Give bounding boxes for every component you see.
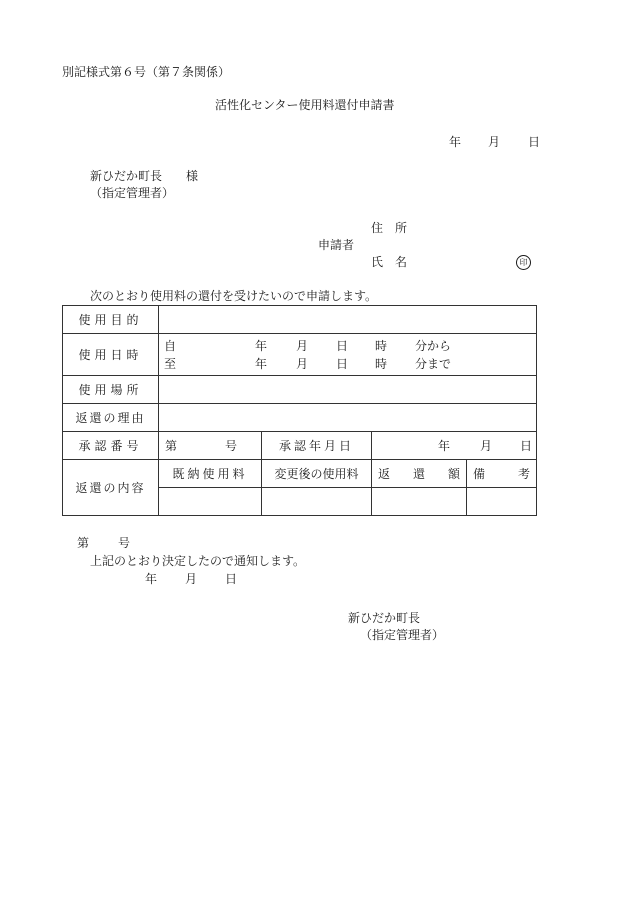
notice-text: 上記のとおり決定したので通知します。 [90, 554, 306, 568]
approval-no-suffix: 号 [224, 438, 237, 453]
col-changed: 変更後の使用料 [262, 460, 372, 488]
approval-label: 承認番号 [63, 432, 159, 460]
from-hour: 時 [375, 339, 388, 353]
row-purpose [63, 306, 537, 334]
col-paid: 既納使用料 [159, 460, 262, 488]
refund-value[interactable] [372, 488, 467, 516]
form-number: 別記様式第６号（第７条関係） [62, 65, 231, 79]
applicant-label: 申請者 [318, 238, 355, 252]
col-note-b: 考 [517, 466, 530, 481]
col-refund-a: 返 [378, 466, 391, 481]
to-minute: 分まで [415, 357, 452, 371]
notice-issuer-sub: （指定管理者） [360, 628, 445, 642]
addressee-sub: （指定管理者） [90, 186, 175, 200]
datetime-value[interactable] [159, 334, 537, 376]
address-label: 住 所 [371, 221, 408, 235]
seal-icon: 印 [516, 255, 531, 270]
date-day: 日 [528, 135, 541, 149]
datetime-label: 使用日時 [63, 334, 159, 376]
col-refund-b: 還 [412, 466, 425, 481]
notice-date-month: 月 [185, 572, 198, 586]
application-table [62, 305, 537, 516]
seal-mark [516, 255, 531, 270]
date-year: 年 [449, 135, 462, 149]
approval-no-prefix: 第 [165, 438, 178, 453]
row-place [63, 376, 537, 404]
reason-label: 返還の理由 [63, 404, 159, 432]
place-value[interactable] [159, 376, 537, 404]
changed-value[interactable] [262, 488, 372, 516]
document-title: 活性化センター使用料還付申請書 [215, 98, 395, 112]
refund-label: 返還の内容 [63, 460, 159, 516]
notice-issuer: 新ひだか町長 [348, 611, 421, 625]
col-note [467, 460, 537, 488]
row-reason [63, 404, 537, 432]
from-minute: 分から [415, 339, 452, 353]
notice-number-suffix: 号 [118, 536, 131, 550]
from-day: 日 [336, 339, 349, 353]
from-month: 月 [296, 339, 309, 353]
notice-number-prefix: 第 [77, 536, 90, 550]
approval-year: 年 [438, 438, 451, 453]
to-month: 月 [296, 357, 309, 371]
place-label: 使用場所 [63, 376, 159, 404]
addressee-name: 新ひだか町長 様 [90, 169, 199, 183]
purpose-value[interactable] [159, 306, 537, 334]
from-year: 年 [255, 339, 268, 353]
to-year: 年 [255, 357, 268, 371]
col-note-a: 備 [473, 466, 486, 481]
row-approval [63, 432, 537, 460]
approval-date-label: 承認年月日 [262, 432, 372, 460]
notice-date-year: 年 [145, 572, 158, 586]
reason-value[interactable] [159, 404, 537, 432]
name-label: 氏 名 [371, 255, 408, 269]
intro-text: 次のとおり使用料の還付を受けたいので申請します。 [90, 289, 378, 303]
row-datetime [63, 334, 537, 376]
to-day: 日 [336, 357, 349, 371]
to-prefix: 至 [164, 357, 177, 371]
date-month: 月 [488, 135, 501, 149]
note-value[interactable] [467, 488, 537, 516]
paid-value[interactable] [159, 488, 262, 516]
col-refund-c: 額 [447, 466, 460, 481]
approval-date-value[interactable] [372, 432, 537, 460]
row-refund-head [63, 460, 537, 488]
approval-day: 日 [520, 438, 533, 453]
from-prefix: 自 [164, 339, 177, 353]
notice-date-day: 日 [225, 572, 238, 586]
col-refund [372, 460, 467, 488]
purpose-label: 使用目的 [63, 306, 159, 334]
to-hour: 時 [375, 357, 388, 371]
approval-number[interactable] [159, 432, 262, 460]
approval-month: 月 [480, 438, 493, 453]
